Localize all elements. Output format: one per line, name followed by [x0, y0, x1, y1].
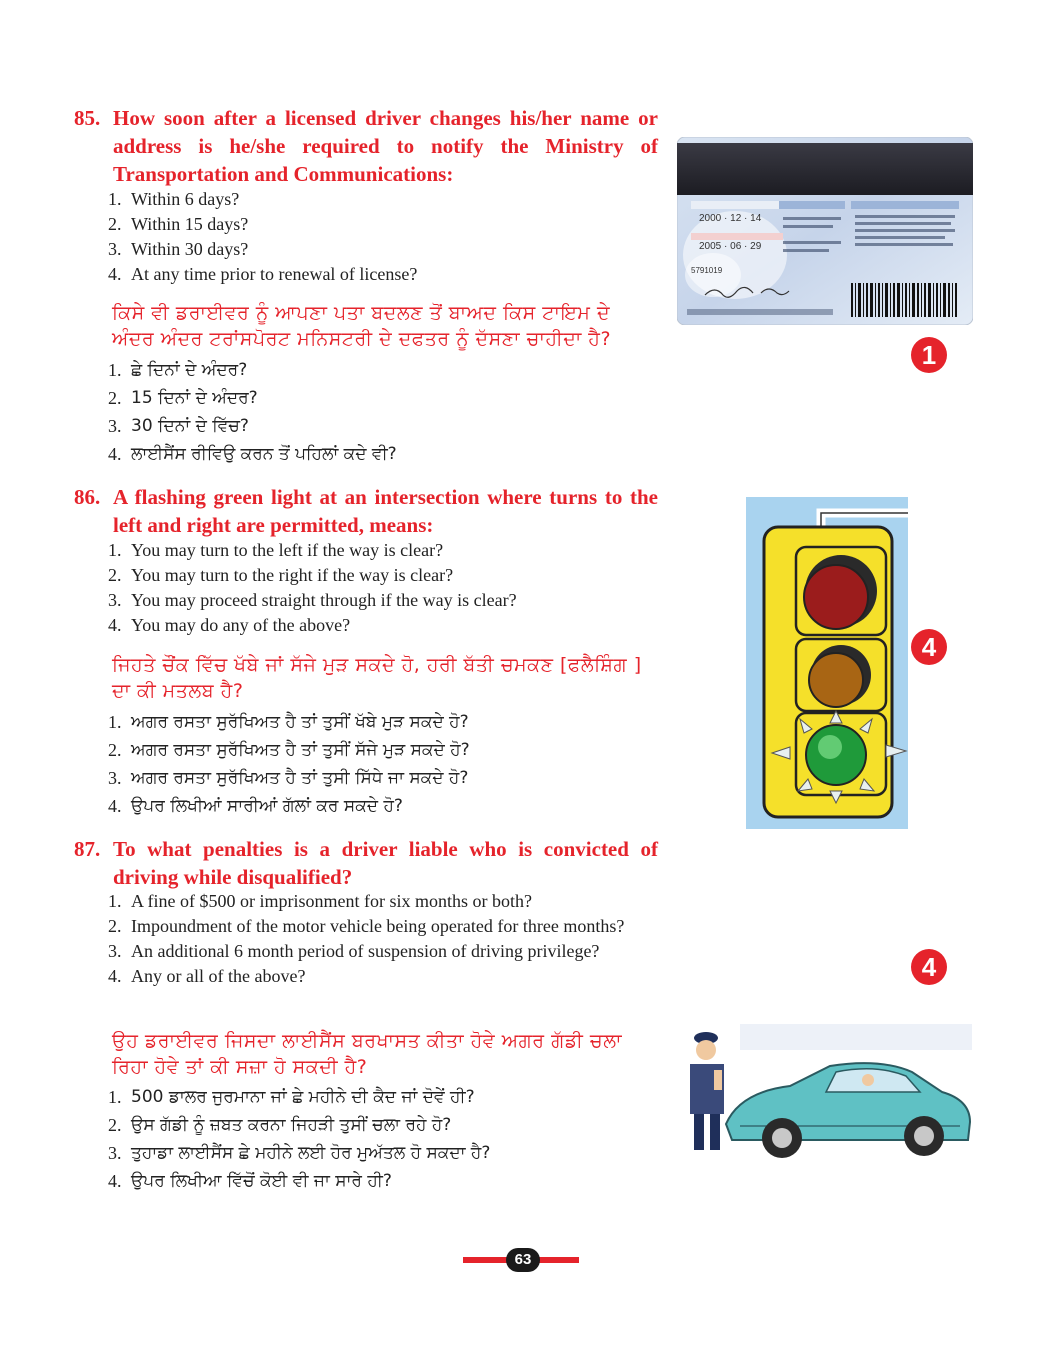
traffic-light-image — [746, 497, 908, 829]
question-86-punjabi: ਜਿਹਤੇ ਚੌਂਕ ਵਿੱਚ ਖੱਬੇ ਜਾਂ ਸੱਜੇ ਮੁੜ ਸਕਦੇ ਹੋ, ਹਰੀ ਬੱਤੀ ਚਮਕਣ [ਫਲੈਸ਼ਿੰਗ ] ਦਾ ਕੀ ਮਤਲਬ ਹੈ? — [112, 654, 642, 702]
option — [108, 964, 658, 989]
option-number: 1. — [108, 360, 122, 380]
option — [108, 613, 658, 638]
option-number: 3. — [108, 590, 122, 610]
option-text: At any time prior to renewal of license? — [131, 264, 418, 284]
option — [108, 1167, 658, 1195]
answer-badge-86: 4 — [911, 629, 947, 665]
option — [108, 914, 658, 939]
option-text: You may turn to the left if the way is clear? — [131, 540, 444, 560]
option-number: 1. — [108, 540, 122, 560]
option-number: 4. — [108, 796, 122, 816]
option-number: 3. — [108, 941, 122, 961]
option-number: 2. — [108, 916, 122, 936]
question-text: To what penalties is a driver liable who is convicted of driving while disqualified? — [113, 837, 658, 889]
option-number: 2. — [108, 1115, 122, 1135]
option — [108, 1139, 658, 1167]
option-text: ਅਗਰ ਰਸਤਾ ਸੁਰੱਖਿਅਤ ਹੈ ਤਾਂ ਤੁਸੀਂ ਖੱਬੇ ਮੁੜ ਸਕਦੇ ਹੋ? — [131, 712, 469, 732]
option-number: 1. — [108, 891, 122, 911]
question-86-heading — [74, 483, 658, 539]
question-85-punjabi-options — [108, 356, 658, 468]
option-text: You may proceed straight through if the way is clear? — [131, 590, 517, 610]
option — [108, 1111, 658, 1139]
option-text: You may do any of the above? — [131, 615, 351, 635]
question-number: 86. — [74, 485, 101, 509]
option-number: 4. — [108, 615, 122, 635]
page-number: 63 — [506, 1248, 540, 1272]
option — [108, 708, 658, 736]
option-number: 2. — [108, 565, 122, 585]
option-text: An additional 6 month period of suspension of driving privilege? — [131, 941, 600, 961]
option-number: 4. — [108, 1171, 122, 1191]
option-text: You may turn to the right if the way is clear? — [131, 565, 454, 585]
option-number: 1. — [108, 1087, 122, 1107]
option-number: 2. — [108, 214, 122, 234]
option — [108, 563, 658, 588]
option — [108, 187, 658, 212]
option-text: Within 6 days? — [131, 189, 240, 209]
question-87-punjabi-options — [108, 1083, 658, 1195]
option-number: 4. — [108, 444, 122, 464]
footer-bar-right — [539, 1257, 579, 1263]
option-text: ਉਪਰ ਲਿਖੀਆਂ ਸਾਰੀਆਂ ਗੱਲਾਂ ਕਰ ਸਕਦੇ ਹੋ? — [131, 796, 403, 816]
option-text: Any or all of the above? — [131, 966, 306, 986]
option-text: ਉਪਰ ਲਿਖੀਆ ਵਿੱਚੋਂ ਕੋਈ ਵੀ ਜਾ ਸਾਰੇ ਹੀ? — [131, 1171, 392, 1191]
option — [108, 736, 658, 764]
license-issue-date: 2000 · 12 · 14 — [699, 213, 762, 224]
option-number: 1. — [108, 712, 122, 732]
option-number: 4. — [108, 264, 122, 284]
option — [108, 1083, 658, 1111]
option-text: 30 ਦਿਨਾਂ ਦੇ ਵਿੱਚ? — [131, 416, 249, 436]
option-number: 3. — [108, 1143, 122, 1163]
option-text: ਉਸ ਗੱਡੀ ਨੂੰ ਜ਼ਬਤ ਕਰਨਾ ਜਿਹੜੀ ਤੁਸੀਂ ਚਲਾ ਰਹੇ ਹੋ? — [131, 1115, 452, 1135]
license-number: 5791019 — [691, 266, 723, 275]
option — [108, 262, 658, 287]
option — [108, 384, 658, 412]
option-number: 2. — [108, 388, 122, 408]
police-car-illustration — [680, 1022, 972, 1168]
option — [108, 792, 658, 820]
page-number-footer — [463, 1248, 579, 1272]
question-86-punjabi-options — [108, 708, 658, 820]
option-text: ਅਗਰ ਰਸਤਾ ਸੁਰੱਖਿਅਤ ਹੈ ਤਾਂ ਤੁਸੀ ਸਿੱਧੇ ਜਾ ਸਕਦੇ ਹੋ? — [131, 768, 469, 788]
option-text: ਅਗਰ ਰਸਤਾ ਸੁਰੱਖਿਅਤ ਹੈ ਤਾਂ ਤੁਸੀਂ ਸੱਜੇ ਮੁੜ ਸਕਦੇ ਹੋ? — [131, 740, 470, 760]
option-number: 2. — [108, 740, 122, 760]
option — [108, 889, 658, 914]
question-number: 87. — [74, 837, 101, 861]
option-number: 1. — [108, 189, 122, 209]
police-car-image — [680, 1022, 972, 1168]
option-number: 3. — [108, 768, 122, 788]
question-85-options — [108, 187, 658, 287]
license-card-illustration — [677, 137, 973, 325]
option — [108, 212, 658, 237]
question-87-heading — [74, 835, 658, 891]
question-85-heading — [74, 104, 658, 188]
license-expiry-date: 2005 · 06 · 29 — [699, 241, 762, 252]
answer-badge-87: 4 — [911, 949, 947, 985]
option-text: Within 15 days? — [131, 214, 249, 234]
option-text: Within 30 days? — [131, 239, 249, 259]
option — [108, 538, 658, 563]
option — [108, 412, 658, 440]
question-85-punjabi: ਕਿਸੇ ਵੀ ਡਰਾਈਵਰ ਨੂੰ ਆਪਣਾ ਪਤਾ ਬਦਲਣ ਤੋਂ ਬਾਅਦ ਕਿਸ ਟਾਇਮ ਦੇ ਅੰਦਰ ਅੰਦਰ ਟਰਾਂਸਪੋਰਟ ਮਨਿਸਟਰੀ ਦੇ ਦਫਤਰ ਨੂੰ ਦੱਸਣਾ ਚਾਹੀਦਾ ਹੈ? — [112, 302, 612, 350]
option-text: 500 ਡਾਲਰ ਜੁਰਮਾਨਾ ਜਾਂ ਛੇ ਮਹੀਨੇ ਦੀ ਕੈਦ ਜਾਂ ਦੋਵੇਂ ਹੀ? — [131, 1087, 475, 1107]
option-text: ਲਾਈਸੈਂਸ ਰੀਵਿਉ ਕਰਨ ਤੋਂ ਪਹਿਲਾਂ ਕਦੇ ਵੀ? — [131, 444, 397, 464]
question-text: A flashing green light at an intersection where turns to the left and right are permitted, means: — [113, 485, 658, 537]
option-number: 3. — [108, 239, 122, 259]
question-87-options — [108, 889, 658, 989]
question-86-options — [108, 538, 658, 638]
option — [108, 939, 658, 964]
option-text: A fine of $500 or imprisonment for six months or both? — [131, 891, 532, 911]
option-number: 3. — [108, 416, 122, 436]
option-text: 15 ਦਿਨਾਂ ਦੇ ਅੰਦਰ? — [131, 388, 258, 408]
question-87-punjabi: ਉਹ ਡਰਾਈਵਰ ਜਿਸਦਾ ਲਾਈਸੈਂਸ ਬਰਖਾਸਤ ਕੀਤਾ ਹੋਵੇ ਅਗਰ ਗੱਡੀ ਚਲਾ ਰਿਹਾ ਹੋਵੇ ਤਾਂ ਕੀ ਸਜ਼ਾ ਹੋ ਸਕਦੀ ਹੈ? — [112, 1030, 623, 1078]
answer-badge-85: 1 — [911, 337, 947, 373]
option — [108, 764, 658, 792]
option — [108, 237, 658, 262]
option — [108, 588, 658, 613]
option — [108, 356, 658, 384]
traffic-light-illustration — [746, 497, 908, 829]
option-text: Impoundment of the motor vehicle being operated for three months? — [131, 916, 625, 936]
question-text: How soon after a licensed driver changes his/her name or address is he/she required to notify the Ministry of Transportation and Communications: — [113, 106, 658, 186]
question-number: 85. — [74, 106, 101, 130]
option-number: 4. — [108, 966, 122, 986]
footer-bar-left — [463, 1257, 507, 1263]
license-card-image — [677, 137, 973, 325]
option-text: ਤੁਹਾਡਾ ਲਾਈਸੈਂਸ ਛੇ ਮਹੀਨੇ ਲਈ ਹੋਰ ਮੁਅੱਤਲ ਹੋ ਸਕਦਾ ਹੈ? — [131, 1143, 491, 1163]
option-text: ਛੇ ਦਿਨਾਂ ਦੇ ਅੰਦਰ? — [131, 360, 248, 380]
option — [108, 440, 658, 468]
